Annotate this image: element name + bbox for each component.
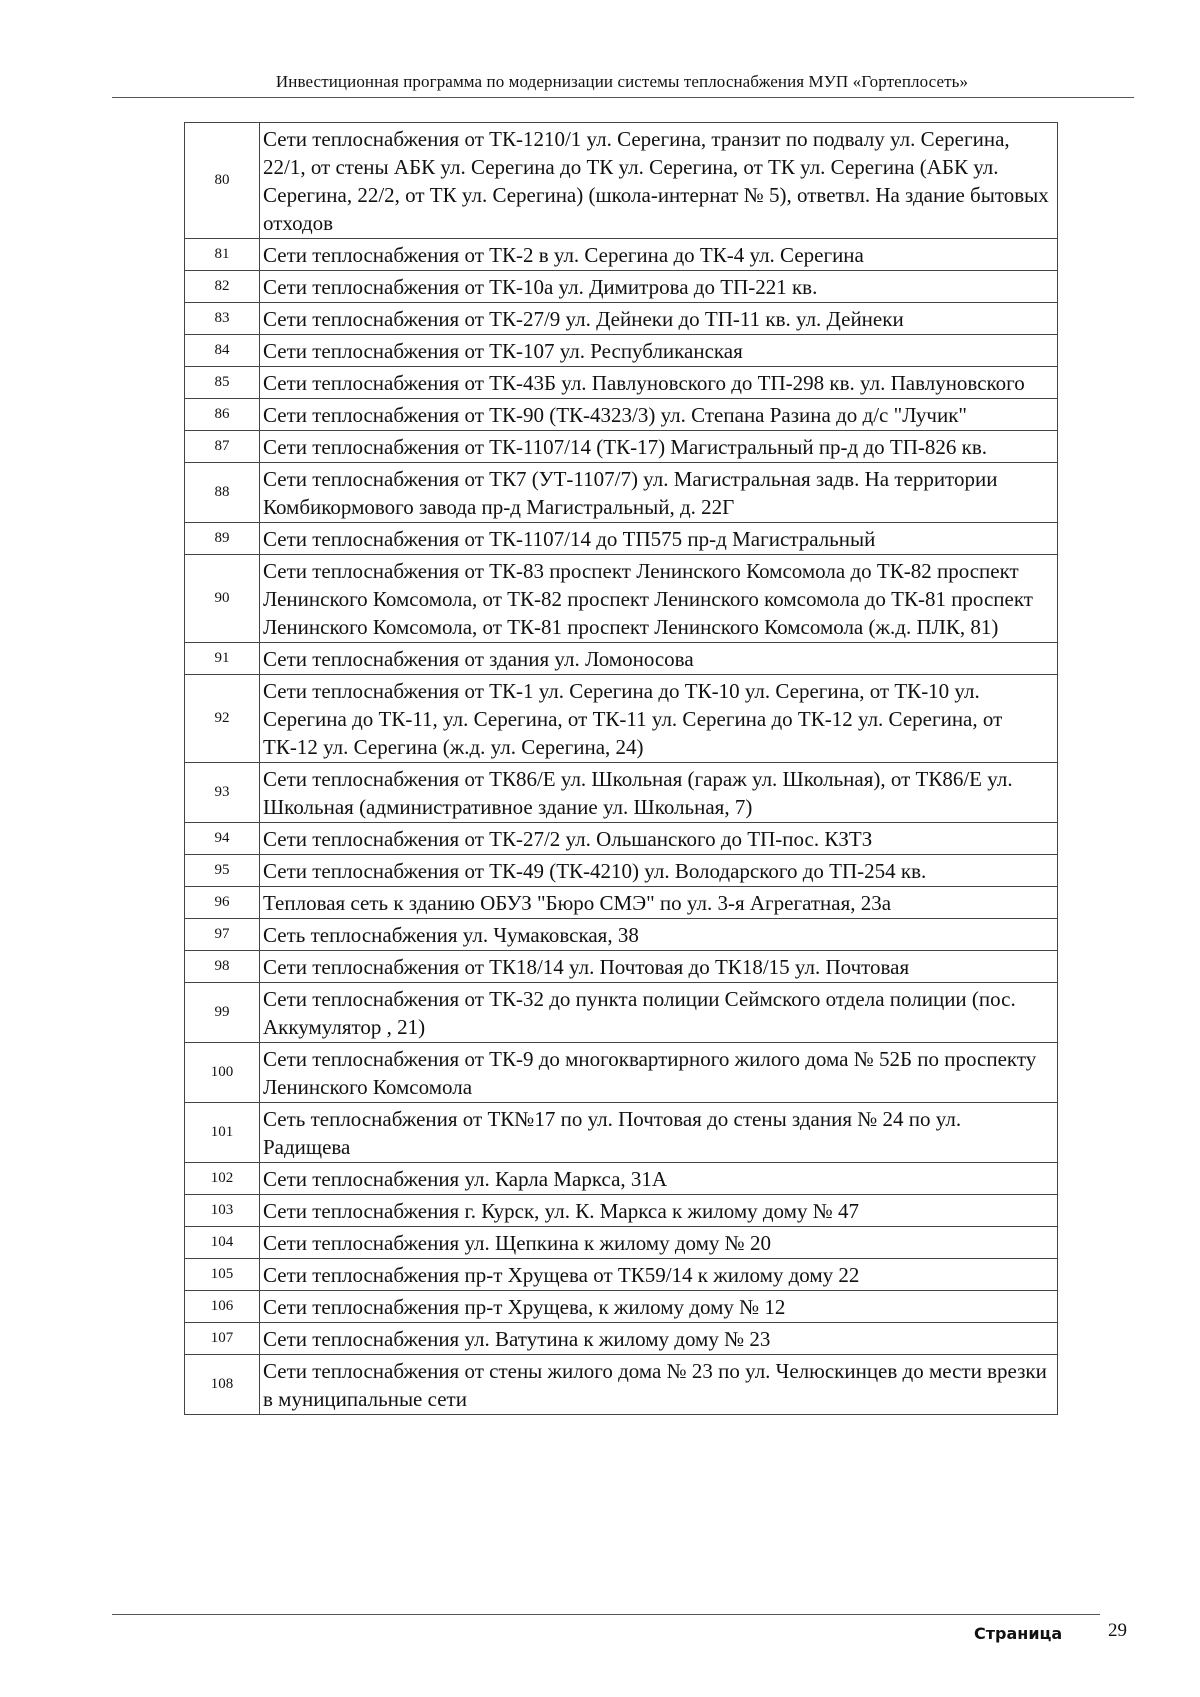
- row-description-cell: Сети теплоснабжения от здания ул. Ломоносова: [260, 643, 1058, 675]
- table-row: [185, 239, 1058, 271]
- header-divider: [112, 97, 1134, 98]
- table-row: [185, 675, 1058, 763]
- row-description-cell: Сети теплоснабжения от ТК-1107/14 (ТК-17) Магистральный пр-д до ТП-826 кв.: [260, 431, 1058, 463]
- table-row: [185, 887, 1058, 919]
- row-number-cell: 95: [185, 855, 260, 887]
- table-row: [185, 823, 1058, 855]
- row-description-cell: Сети теплоснабжения от ТК-27/2 ул. Ольшанского до ТП-пос. КЗТЗ: [260, 823, 1058, 855]
- footer-divider: [112, 1614, 1100, 1615]
- table-row: [185, 523, 1058, 555]
- table-row: [185, 919, 1058, 951]
- row-description-cell: Сети теплоснабжения ул. Щепкина к жилому дому № 20: [260, 1227, 1058, 1259]
- table-row: [185, 763, 1058, 823]
- table-row: [185, 335, 1058, 367]
- row-description-cell: Сети теплоснабжения от ТК-49 (ТК-4210) ул. Володарского до ТП-254 кв.: [260, 855, 1058, 887]
- table-row: [185, 1227, 1058, 1259]
- row-description-cell: Сети теплоснабжения от ТК7 (УТ-1107/7) ул. Магистральная задв. На территории Комбикормового завода пр-д Магистральный, д. 22Г: [260, 463, 1058, 523]
- row-number-cell: 83: [185, 303, 260, 335]
- table-row: [185, 367, 1058, 399]
- table-body: [185, 123, 1058, 1415]
- row-description-cell: Сети теплоснабжения от ТК-90 (ТК-4323/3) ул. Степана Разина до д/с "Лучик": [260, 399, 1058, 431]
- row-description-cell: Сети теплоснабжения от ТК-43Б ул. Павлуновского до ТП-298 кв. ул. Павлуновского: [260, 367, 1058, 399]
- row-description-cell: Сети теплоснабжения от ТК18/14 ул. Почтовая до ТК18/15 ул. Почтовая: [260, 951, 1058, 983]
- table-row: [185, 1103, 1058, 1163]
- row-description-cell: Сети теплоснабжения пр-т Хрущева, к жилому дому № 12: [260, 1291, 1058, 1323]
- table-row: [185, 303, 1058, 335]
- row-description-cell: Сети теплоснабжения ул. Ватутина к жилому дому № 23: [260, 1323, 1058, 1355]
- footer-page-number: 29: [1108, 1620, 1127, 1641]
- table-row: [185, 123, 1058, 239]
- row-number-cell: 82: [185, 271, 260, 303]
- row-number-cell: 103: [185, 1195, 260, 1227]
- row-description-cell: Сети теплоснабжения ул. Карла Маркса, 31А: [260, 1163, 1058, 1195]
- row-number-cell: 92: [185, 675, 260, 763]
- row-number-cell: 104: [185, 1227, 260, 1259]
- table-row: [185, 555, 1058, 643]
- table-row: [185, 399, 1058, 431]
- row-description-cell: Сети теплоснабжения от ТК-1210/1 ул. Серегина, транзит по подвалу ул. Серегина, 22/1, от стены АБК ул. Серегина до ТК ул. Серегина, от ТК ул. Серегина (АБК ул. Серегина, 22/2, от ТК ул. Серегина) (школа-интернат № 5), ответвл. На здание бытовых отходов: [260, 123, 1058, 239]
- row-description-cell: Сети теплоснабжения от ТК-1107/14 до ТП575 пр-д Магистральный: [260, 523, 1058, 555]
- table-row: [185, 1291, 1058, 1323]
- row-number-cell: 85: [185, 367, 260, 399]
- row-description-cell: Сети теплоснабжения от ТК86/Е ул. Школьная (гараж ул. Школьная), от ТК86/Е ул. Школьная (административное здание ул. Школьная, 7): [260, 763, 1058, 823]
- row-description-cell: Сети теплоснабжения от ТК-10а ул. Димитрова до ТП-221 кв.: [260, 271, 1058, 303]
- table-row: [185, 643, 1058, 675]
- heating-networks-table-container: [184, 122, 1057, 1415]
- row-description-cell: Сеть теплоснабжения от ТК№17 по ул. Почтовая до стены здания № 24 по ул. Радищева: [260, 1103, 1058, 1163]
- row-description-cell: Сети теплоснабжения г. Курск, ул. К. Маркса к жилому дому № 47: [260, 1195, 1058, 1227]
- row-number-cell: 101: [185, 1103, 260, 1163]
- table-row: [185, 1043, 1058, 1103]
- row-number-cell: 90: [185, 555, 260, 643]
- row-number-cell: 80: [185, 123, 260, 239]
- row-number-cell: 108: [185, 1355, 260, 1415]
- row-number-cell: 94: [185, 823, 260, 855]
- table-row: [185, 1195, 1058, 1227]
- table-row: [185, 1323, 1058, 1355]
- row-number-cell: 105: [185, 1259, 260, 1291]
- row-description-cell: Сети теплоснабжения от ТК-27/9 ул. Дейнеки до ТП-11 кв. ул. Дейнеки: [260, 303, 1058, 335]
- row-number-cell: 97: [185, 919, 260, 951]
- table-row: [185, 431, 1058, 463]
- row-number-cell: 96: [185, 887, 260, 919]
- footer-page-label: Страница: [974, 1624, 1063, 1643]
- row-number-cell: 88: [185, 463, 260, 523]
- row-description-cell: Сети теплоснабжения от ТК-32 до пункта полиции Сеймского отдела полиции (пос. Аккумулятор , 21): [260, 983, 1058, 1043]
- row-number-cell: 106: [185, 1291, 260, 1323]
- row-number-cell: 100: [185, 1043, 260, 1103]
- row-number-cell: 84: [185, 335, 260, 367]
- row-number-cell: 102: [185, 1163, 260, 1195]
- table-row: [185, 983, 1058, 1043]
- row-number-cell: 81: [185, 239, 260, 271]
- row-number-cell: 87: [185, 431, 260, 463]
- table-row: [185, 1355, 1058, 1415]
- table-row: [185, 1163, 1058, 1195]
- table-row: [185, 951, 1058, 983]
- row-number-cell: 107: [185, 1323, 260, 1355]
- table-row: [185, 271, 1058, 303]
- document-header-title: Инвестиционная программа по модернизации системы теплоснабжения МУП «Гортеплосеть»: [275, 72, 969, 91]
- row-description-cell: Сеть теплоснабжения ул. Чумаковская, 38: [260, 919, 1058, 951]
- row-number-cell: 91: [185, 643, 260, 675]
- row-number-cell: 93: [185, 763, 260, 823]
- row-description-cell: Сети теплоснабжения от ТК-107 ул. Республиканская: [260, 335, 1058, 367]
- row-number-cell: 86: [185, 399, 260, 431]
- row-number-cell: 89: [185, 523, 260, 555]
- row-description-cell: Сети теплоснабжения от ТК-1 ул. Серегина до ТК-10 ул. Серегина, от ТК-10 ул. Серегина до ТК-11, ул. Серегина, от ТК-11 ул. Серегина до ТК-12 ул. Серегина, от ТК-12 ул. Серегина (ж.д. ул. Серегина, 24): [260, 675, 1058, 763]
- table-row: [185, 463, 1058, 523]
- row-description-cell: Тепловая сеть к зданию ОБУЗ "Бюро СМЭ" по ул. 3-я Агрегатная, 23а: [260, 887, 1058, 919]
- row-description-cell: Сети теплоснабжения от ТК-83 проспект Ленинского Комсомола до ТК-82 проспект Ленинского Комсомола, от ТК-82 проспект Ленинского комсомола до ТК-81 проспект Ленинского Комсомола, от ТК-81 проспект Ленинского Комсомола (ж.д. ПЛК, 81): [260, 555, 1058, 643]
- table-row: [185, 855, 1058, 887]
- row-description-cell: Сети теплоснабжения от стены жилого дома № 23 по ул. Челюскинцев до мести врезки в муниципальные сети: [260, 1355, 1058, 1415]
- row-description-cell: Сети теплоснабжения пр-т Хрущева от ТК59/14 к жилому дому 22: [260, 1259, 1058, 1291]
- heating-networks-table: [184, 122, 1058, 1415]
- table-row: [185, 1259, 1058, 1291]
- row-number-cell: 98: [185, 951, 260, 983]
- row-description-cell: Сети теплоснабжения от ТК-9 до многоквартирного жилого дома № 52Б по проспекту Ленинского Комсомола: [260, 1043, 1058, 1103]
- row-number-cell: 99: [185, 983, 260, 1043]
- row-description-cell: Сети теплоснабжения от ТК-2 в ул. Серегина до ТК-4 ул. Серегина: [260, 239, 1058, 271]
